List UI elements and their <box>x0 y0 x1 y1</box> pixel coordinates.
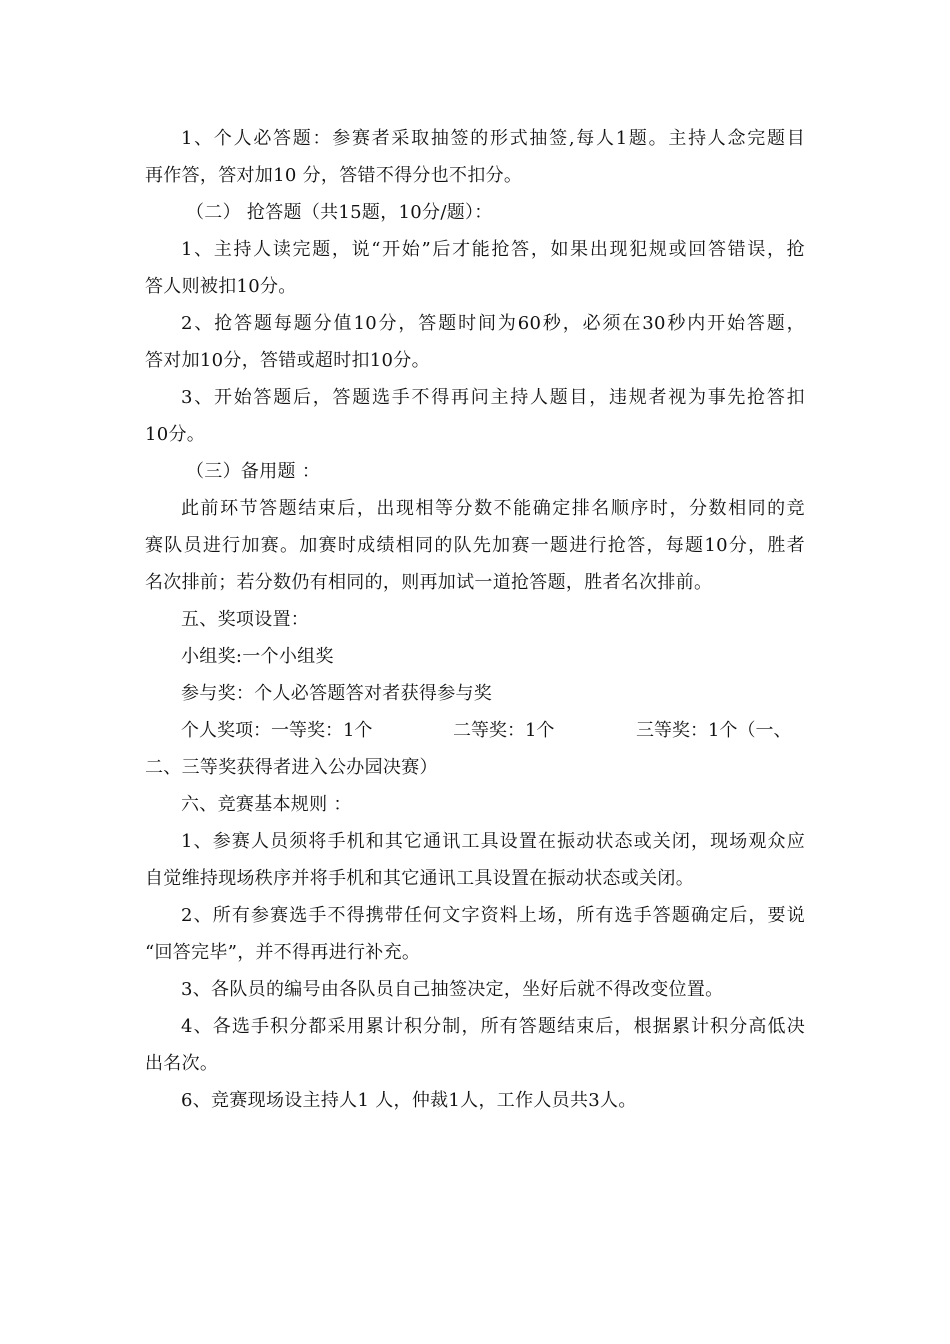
rule-qiangda-2-line-1: 2、抢答题每题分值10分，答题时间为60秒，必须在30秒内开始答题， <box>181 313 805 334</box>
section-heading-beiyong: （三）备用题 ： <box>186 461 321 482</box>
basic-rule-2-line-1: 2、所有参赛选手不得携带任何文字资料上场，所有选手答题确定后，要说 <box>181 905 805 926</box>
section-heading-rules: 六、竞赛基本规则 ： <box>181 794 352 815</box>
rule-qiangda-1-line-2: 答人则被扣10分。 <box>145 276 297 297</box>
basic-rule-2-line-2: “回答完毕”，并不得再进行补充。 <box>145 942 421 963</box>
rule-qiangda-2-line-2: 答对加10分，答错或超时扣10分。 <box>145 350 430 371</box>
rule-beiyong-line-1: 此前环节答题结束后，出现相等分数不能确定排名顺序时，分数相同的竞 <box>181 498 805 519</box>
rule-qiangda-3-line-1: 3、开始答题后，答题选手不得再问主持人题目，违规者视为事先抢答扣 <box>181 387 805 408</box>
basic-rule-6: 6、竞赛现场设主持人1 人，仲裁1人，工作人员共3人。 <box>181 1090 637 1111</box>
rule-individual-line-1: 1、个人必答题：参赛者采取抽签的形式抽签,每人1题。主持人念完题目 <box>181 128 805 149</box>
rule-qiangda-1-line-1: 1、主持人读完题，说“开始”后才能抢答，如果出现犯规或回答错误，抢 <box>181 239 805 260</box>
award-third-prize: 三等奖：1个（一、 <box>636 720 792 741</box>
rule-beiyong-line-2: 赛队员进行加赛。加赛时成绩相同的队先加赛一题进行抢答，每题10分，胜者 <box>145 535 805 556</box>
award-group: 小组奖:一个小组奖 <box>181 646 334 667</box>
rule-beiyong-line-3: 名次排前；若分数仍有相同的，则再加试一道抢答题，胜者名次排前。 <box>145 572 713 593</box>
basic-rule-1-line-1: 1、参赛人员须将手机和其它通讯工具设置在振动状态或关闭，现场观众应 <box>181 831 805 852</box>
basic-rule-4-line-1: 4、各选手积分都采用累计积分制，所有答题结束后，根据累计积分高低决 <box>181 1016 805 1037</box>
basic-rule-1-line-2: 自觉维持现场秩序并将手机和其它通讯工具设置在振动状态或关闭。 <box>145 868 694 889</box>
section-heading-qiangda: （二） 抢答题（共15题，10分/题）： <box>186 202 493 223</box>
basic-rule-3: 3、各队员的编号由各队员自己抽签决定，坐好后就不得改变位置。 <box>181 979 724 1000</box>
rule-qiangda-3-line-2: 10分。 <box>145 424 206 445</box>
section-heading-awards: 五、奖项设置： <box>181 609 310 630</box>
award-first-prize: 个人奖项：一等奖：1个 <box>181 720 373 741</box>
rule-individual-line-2: 再作答，答对加10 分，答错不得分也不扣分。 <box>145 165 523 186</box>
award-participation: 参与奖：个人必答题答对者获得参与奖 <box>181 683 493 704</box>
basic-rule-4-line-2: 出名次。 <box>145 1053 219 1074</box>
award-second-prize: 二等奖：1个 <box>453 720 555 741</box>
award-individual-continuation: 二、三等奖获得者进入公办园决赛） <box>145 757 438 778</box>
